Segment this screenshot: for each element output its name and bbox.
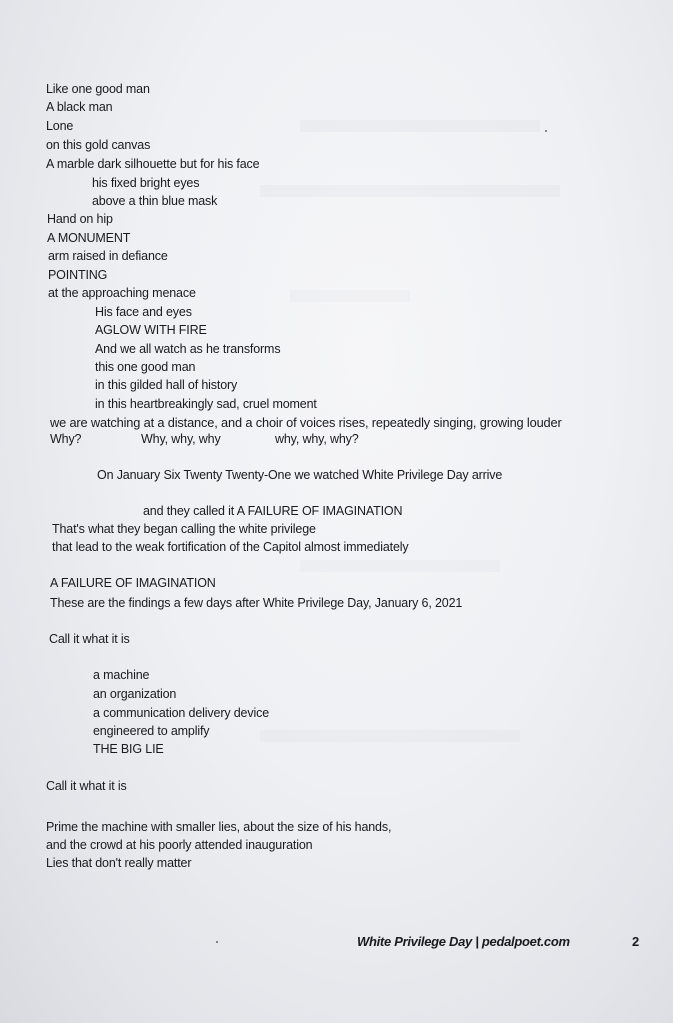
poem-line: Why, why, why	[141, 432, 221, 446]
poem-line: at the approaching menace	[48, 286, 196, 300]
poem-line: POINTING	[48, 268, 108, 282]
poem-line: AGLOW WITH FIRE	[95, 323, 207, 337]
bleed-through-texture	[260, 730, 520, 742]
poem-line: Like one good man	[46, 82, 150, 96]
paper-speck	[545, 130, 547, 132]
page-number: 2	[632, 934, 640, 949]
poem-line: These are the findings a few days after White Privilege Day, January 6, 2021	[50, 596, 463, 610]
bleed-through-texture	[300, 560, 500, 572]
poem-line: arm raised in defiance	[48, 249, 168, 263]
poem-line: His face and eyes	[95, 305, 192, 319]
poem-line: a communication delivery device	[93, 706, 269, 720]
poem-line: we are watching at a distance, and a choir of voices rises, repeatedly singing, growing louder	[50, 415, 562, 430]
poem-line: in this heartbreakingly sad, cruel moment	[95, 397, 317, 411]
paper-speck	[216, 941, 218, 943]
poem-line: Lies that don't really matter	[46, 856, 192, 870]
poem-line: a machine	[93, 668, 150, 682]
poem-line: an organization	[93, 687, 177, 701]
poem-line: engineered to amplify	[93, 724, 210, 738]
poem-line: That's what they began calling the white privilege	[52, 522, 316, 536]
poem-line: Hand on hip	[47, 212, 113, 226]
poem-line: A MONUMENT	[47, 231, 131, 245]
poem-line: and they called it A FAILURE OF IMAGINATION	[143, 504, 403, 518]
poem-line: why, why, why?	[275, 432, 359, 446]
poem-line: On January Six Twenty Twenty-One we watched White Privilege Day arrive	[97, 468, 503, 482]
poem-line: in this gilded hall of history	[95, 378, 238, 392]
poem-line: on this gold canvas	[46, 138, 151, 152]
bleed-through-texture	[290, 290, 410, 302]
footer-title: White Privilege Day | pedalpoet.com	[357, 934, 570, 949]
poem-line: Call it what it is	[46, 779, 127, 793]
poem-line: And we all watch as he transforms	[95, 342, 281, 356]
poem-line: THE BIG LIE	[93, 742, 164, 756]
poem-line: that lead to the weak fortification of the Capitol almost immediately	[52, 540, 409, 554]
poem-line: Lone	[46, 119, 74, 133]
bleed-through-texture	[300, 120, 540, 132]
poem-line: Prime the machine with smaller lies, about the size of his hands,	[46, 820, 392, 834]
poem-line: A black man	[46, 100, 113, 114]
poem-line: this one good man	[95, 360, 196, 374]
bleed-through-texture	[260, 185, 560, 197]
poem-line: Why?	[50, 432, 82, 446]
poem-line: A marble dark silhouette but for his face	[46, 157, 260, 171]
poem-line: A FAILURE OF IMAGINATION	[50, 576, 216, 590]
poem-line: above a thin blue mask	[92, 194, 218, 208]
poem-line: his fixed bright eyes	[92, 176, 200, 190]
poem-line: and the crowd at his poorly attended inauguration	[46, 838, 313, 852]
poem-line: Call it what it is	[49, 632, 130, 646]
